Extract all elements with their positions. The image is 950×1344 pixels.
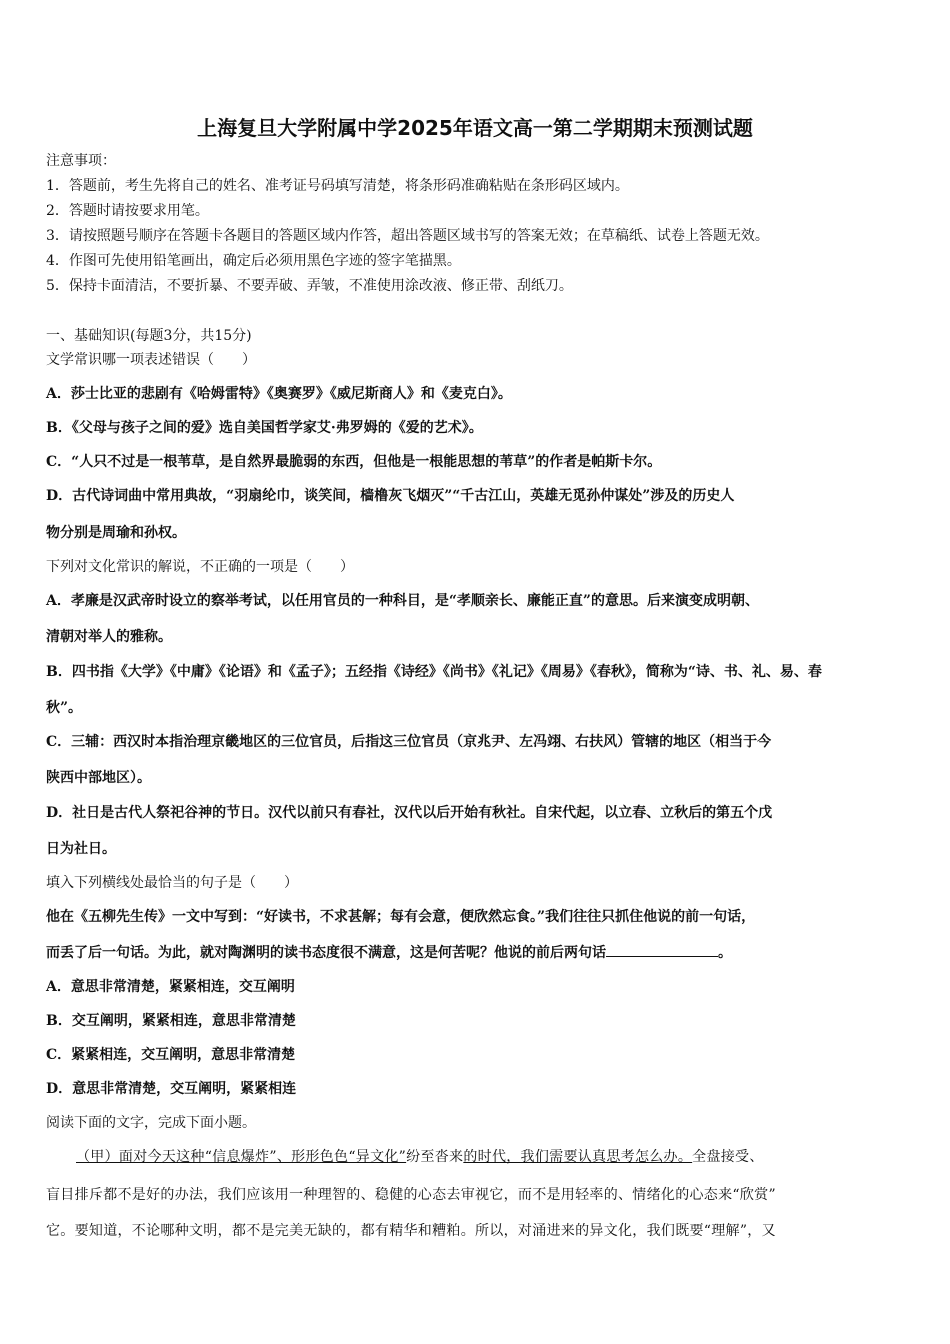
option-d: D．社日是古代人祭祀谷神的节日。汉代以前只有春社，汉代以后开始有秋社。自宋代起，以立春、立秋后的第五个戊 [46, 805, 773, 821]
option-d-continued: 物分别是周瑜和孙权。 [46, 525, 186, 541]
question-stem: 填入下列横线处最恰当的句子是（ ） [46, 875, 298, 891]
notice-item: 1．答题前，考生先将自己的姓名、准考证号码填写清楚，将条形码准确粘贴在条形码区域内。 [46, 178, 629, 194]
question-stem: 下列对文化常识的解说，不正确的一项是（ ） [46, 559, 354, 575]
question-text: 他在《五柳先生传》一文中写到：“好读书，不求甚解；每有会意，便欣然忘食。”我们往往只抓住他说的前一句话， [46, 909, 756, 925]
option-c: C．紧紧相连，交互阐明，意思非常清楚 [46, 1047, 296, 1063]
question-text-line [46, 944, 732, 962]
notice-heading: 注意事项： [46, 153, 116, 169]
option-c-continued: 陕西中部地区）。 [46, 770, 151, 786]
option-a: A．莎士比亚的悲剧有《哈姆雷特》《奥赛罗》《威尼斯商人》和《麦克白》。 [46, 386, 512, 402]
option-d: D．古代诗词曲中常用典故，“羽扇纶巾，谈笑间，樯橹灰飞烟灭”“千古江山，英雄无觅孙仲谋处”涉及的历史人 [46, 488, 735, 504]
passage-text: 纷至沓来 [406, 1149, 464, 1165]
option-a: A．意思非常清楚，紧紧相连，交互阐明 [46, 979, 295, 995]
option-b: B．《父母与孩子之间的爱》选自美国哲学家艾·弗罗姆的《爱的艺术》。 [46, 420, 483, 436]
notice-item: 5．保持卡面清洁，不要折暴、不要弄破、弄皱，不准使用涂改液、修正带、刮纸刀。 [46, 278, 573, 294]
question-stem: 文学常识哪一项表述错误（ ） [46, 352, 256, 368]
option-c: C．“人只不过是一根苇草，是自然界最脆弱的东西，但他是一根能思想的苇草”的作者是帕斯卡尔。 [46, 454, 662, 470]
option-a-continued: 清朝对举人的雅称。 [46, 629, 172, 645]
option-d-continued: 日为社日。 [46, 841, 116, 857]
option-c: C．三辅：西汉时本指治理京畿地区的三位官员，后指这三位官员（京兆尹、左冯翊、右扶风）管辖的地区（相当于今 [46, 734, 772, 750]
section-heading: 一、基础知识(每题3分，共15分) [46, 328, 252, 344]
question-text: 而丢了后一句话。为此，就对陶渊明的读书态度很不满意，这是何苦呢？他说的前后两句话 [46, 945, 606, 961]
page-title: 上海复旦大学附属中学2025年语文高一第二学期期末预测试题 [197, 116, 753, 140]
passage-line: 它。要知道，不论哪种文明，都不是完美无缺的，都有精华和糟粕。所以，对涌进来的异文化，我们既要“理解”，又 [46, 1223, 776, 1239]
notice-item: 4．作图可先使用铅笔画出，确定后必须用黑色字迹的签字笔描黑。 [46, 253, 461, 269]
option-d: D．意思非常清楚，交互阐明，紧紧相连 [46, 1081, 297, 1097]
underlined-text: （甲）面对今天这种“信息爆炸”、形形色色“异文化” [76, 1149, 407, 1165]
question-text-end: 。 [718, 945, 732, 961]
option-b: B．四书指《大学》《中庸》《论语》和《孟子》；五经指《诗经》《尚书》《礼记》《周易》《春秋》，简称为“诗、书、礼、易、春 [46, 664, 822, 680]
option-a: A．孝廉是汉武帝时设立的察举考试，以任用官员的一种科目，是“孝顺亲长、廉能正直”的意思。后来演变成明朝、 [46, 593, 759, 609]
reading-intro: 阅读下面的文字，完成下面小题。 [46, 1115, 256, 1131]
passage-line [76, 1148, 764, 1166]
notice-item: 3．请按照题号顺序在答题卡各题目的答题区域内作答，超出答题区域书写的答案无效；在草稿纸、试卷上答题无效。 [46, 228, 769, 244]
answer-blank [606, 944, 718, 957]
option-b-continued: 秋”。 [46, 700, 83, 716]
option-b: B．交互阐明，紧紧相连，意思非常清楚 [46, 1013, 296, 1029]
passage-text: 全盘接受、 [692, 1149, 764, 1165]
passage-line: 盲目排斥都不是好的办法，我们应该用一种理智的、稳健的心态去审视它，而不是用轻率的、情绪化的心态来“欣赏” [46, 1187, 776, 1203]
underlined-text: 的时代，我们需要认真思考怎么办。 [463, 1149, 693, 1165]
notice-item: 2．答题时请按要求用笔。 [46, 203, 209, 219]
